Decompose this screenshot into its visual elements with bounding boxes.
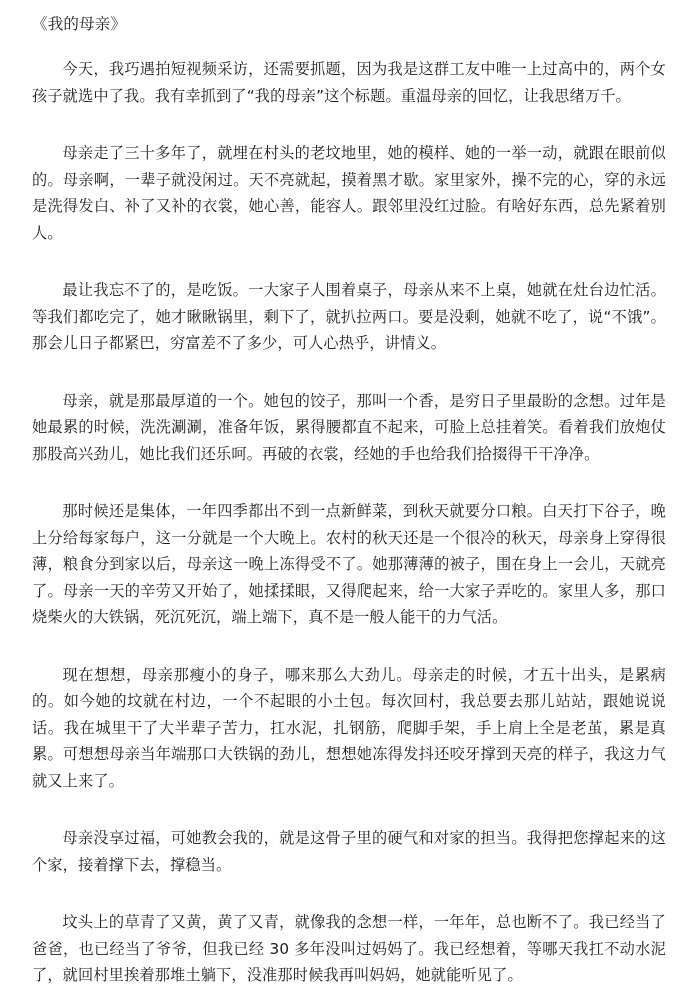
paragraph: 那时候还是集体，一年四季都出不到一点新鲜菜，到秋天就要分口粮。白天打下谷子，晚上分给每家每户，这一分就是一个大晚上。农村的秋天还是一个很冷的秋天，母亲身上穿得很薄，粮食分到家以后，母亲这一晚上冻得受不了。她那薄薄的被子，围在身上一会儿，天就亮了。母亲一天的辛劳又开始了，她揉揉眼，又得爬起来，给一大家子弄吃的。家里人多，那口烧柴火的大铁锅，死沉死沉，端上端下，真不是一般人能干的力气活。	[32, 502, 666, 626]
document-title: 《我的母亲》	[32, 15, 127, 33]
paragraph: 今天，我巧遇拍短视频采访，还需要抓题，因为我是这群工友中唯一上过高中的，两个女孩子就选中了我。我有幸抓到了“我的母亲”这个标题。重温母亲的回忆，让我思绪万千。	[32, 60, 666, 105]
paragraph: 现在想想，母亲那瘦小的身子，哪来那么大劲儿。母亲走的时候，才五十出头，是累病的。如今她的坟就在村边，一个不起眼的小土包。每次回村，我总要去那儿站站，跟她说说话。我在城里干了大半辈子苦力，扛水泥，扎钢筋，爬脚手架，手上肩上全是老茧，累是真累。可想想母亲当年端那口大铁锅的劲儿，想想她冻得发抖还咬牙撑到天亮的样子，我这力气就又上来了。	[32, 665, 666, 790]
paragraph: 最让我忘不了的，是吃饭。一大家子人围着桌子，母亲从来不上桌，她就在灶台边忙活。等我们都吃完了，她才瞅瞅锅里，剩下了，就扒拉两口。要是没剩，她就不吃了，说“不饿”。那会儿日子都紧巴，穷富差不了多少，可人心热乎，讲情义。	[32, 281, 666, 352]
paragraph: 坟头上的草青了又黄，黄了又青，就像我的念想一样，一年年，总也断不了。我已经当了爸爸，也已经当了爷爷，但我已经 30 多年没叫过妈妈了。我已经想着，等哪天我扛不动水泥了，就回村里挨着那堆土躺下，没准那时候我再叫妈妈，她就能听见了。	[32, 913, 666, 984]
document-body	[32, 56, 666, 989]
paragraph: 母亲走了三十多年了，就埋在村头的老坟地里，她的模样、她的一举一动，就跟在眼前似的。母亲啊，一辈子就没闲过。天不亮就起，摸着黑才歇。家里家外，操不完的心，穿的永远是洗得发白、补了又补的衣裳，她心善，能容人。跟邻里没红过脸。有啥好东西，总先紧着别人。	[32, 144, 666, 242]
paragraph: 母亲，就是那最厚道的一个。她包的饺子，那叫一个香，是穷日子里最盼的念想。过年是她最累的时候，洗洗涮涮，准备年饭，累得腰都直不起来，可脸上总挂着笑。看着我们放炮仗那股高兴劲儿，她比我们还乐呵。再破的衣裳，经她的手也给我们拾掇得干干净净。	[32, 391, 666, 463]
paragraph: 母亲没享过福，可她教会我的，就是这骨子里的硬气和对家的担当。我得把您撑起来的这个家，接着撑下去，撑稳当。	[32, 829, 666, 874]
